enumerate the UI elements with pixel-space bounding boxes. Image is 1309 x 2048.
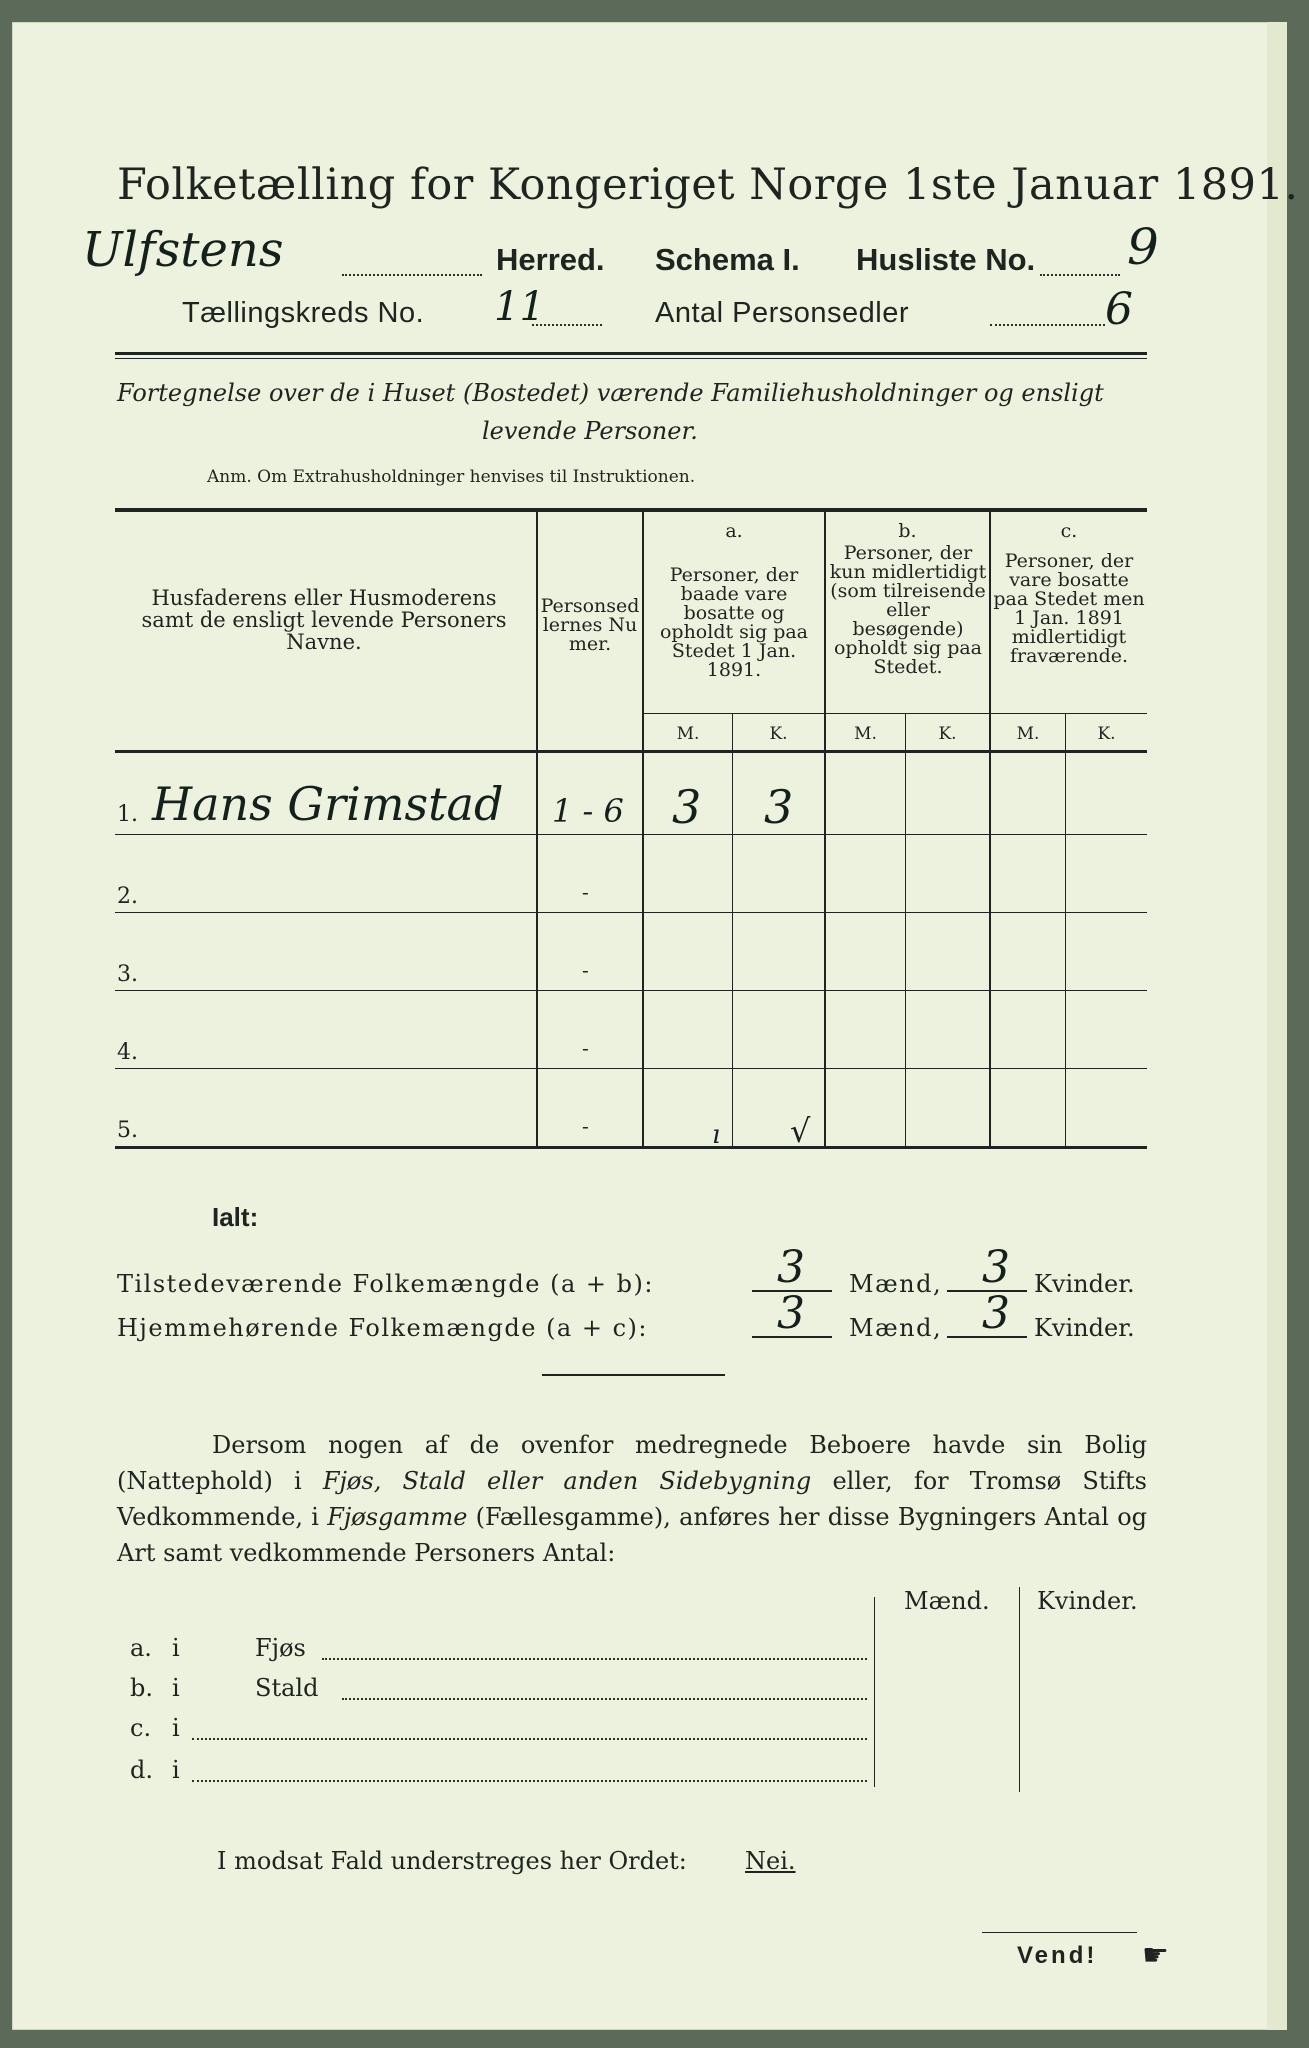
hjemme-m-value: 3 (777, 1288, 805, 1339)
c-k-label: K. (1097, 724, 1116, 744)
para-part-3: (Fællesgamme), anføres her disse Bygningers Antal og Art samt vedkommende Personers Antal: (117, 1503, 1148, 1567)
intro-line-2: levende Personer. (482, 417, 698, 445)
row-5-tick-m: ı (712, 1120, 721, 1150)
building-d-dots (192, 1780, 867, 1782)
para-part-2: eller, for Tromsø Stifts Vedkommende, i (117, 1467, 1147, 1531)
divider-short (542, 1374, 725, 1376)
row-2-number: 2. (117, 884, 138, 909)
buildings-divider-1 (874, 1597, 875, 1787)
antal-dots (990, 324, 1105, 326)
intro-line-1: Fortegnelse over de i Huset (Bostedet) værende Familiehusholdninger og ensligt (117, 379, 1104, 407)
mk-header-line (643, 713, 1147, 714)
tilstede-kvinder: Kvinder. (1034, 1270, 1135, 1298)
herred-dots (342, 274, 482, 276)
col-b-letter: b. (898, 520, 917, 542)
form-title: Folketælling for Kongeriget Norge 1ste Januar 1891. (117, 160, 1299, 210)
col-c-header: Personer, der vare bosatte paa Stedet men 1 Jan. 1891 midlertidigt fraværende. (993, 550, 1145, 667)
anm-note: Anm. Om Extrahusholdninger henvises til Instruktionen. (207, 467, 696, 487)
herred-label: Herred. (496, 242, 605, 277)
row-4-numer: - (582, 1036, 589, 1060)
pointing-hand-icon: ☛ (1142, 1938, 1169, 1973)
col-divider-1 (536, 512, 538, 1148)
subdiv-b (905, 714, 906, 1148)
building-b-letter: b. (130, 1674, 153, 1702)
vend-rule (982, 1932, 1137, 1933)
antal-label: Antal Personsedler (655, 297, 910, 329)
tilstede-maend: Mænd, (849, 1270, 943, 1298)
building-c-i: i (172, 1714, 180, 1742)
col-header-numer: Personsedlernes Numer. (540, 595, 640, 655)
row-4-number: 4. (117, 1040, 138, 1065)
kreds-number: 11 (494, 284, 545, 330)
hjemme-k-value: 3 (982, 1288, 1010, 1339)
building-a-i: i (172, 1634, 180, 1662)
row-1-a-m: 3 (672, 780, 702, 834)
buildings-maend-header: Mænd. (904, 1587, 990, 1615)
tilstede-m-value: 3 (777, 1242, 805, 1293)
table-top-rule (115, 508, 1147, 512)
col-a-header: Personer, der baade vare bosatte og opholdt sig paa Stedet 1 Jan. 1891. (659, 564, 809, 681)
row-line-2 (115, 912, 1147, 913)
antal-number: 6 (1105, 284, 1133, 335)
husliste-dots (1040, 274, 1120, 276)
table-bottom-rule (115, 1146, 1147, 1149)
census-form-page (12, 22, 1299, 2030)
tilstede-label: Tilstedeværende Folkemængde (a + b): (117, 1270, 654, 1298)
row-1-number: 1. (117, 802, 138, 827)
page-edge (1267, 22, 1287, 2030)
kreds-label: Tællingskreds No. (182, 297, 425, 329)
buildings-divider-2 (1019, 1587, 1020, 1792)
row-5-tick-k: √ (790, 1112, 811, 1150)
c-m-label: M. (1016, 724, 1040, 744)
row-2-numer: - (582, 880, 589, 904)
col-a-letter: a. (725, 520, 743, 542)
para-italic-2: Fjøsgamme (327, 1503, 468, 1531)
row-5-number: 5. (117, 1118, 138, 1143)
building-d-i: i (172, 1756, 180, 1784)
ialt-label: Ialt: (212, 1202, 259, 1232)
buildings-kvinder-header: Kvinder. (1037, 1587, 1138, 1615)
para-part-1: Dersom nogen af de ovenfor medregnede Beboere havde sin Bolig (Nattephold) i (117, 1431, 1147, 1495)
col-c-letter: c. (1060, 520, 1078, 542)
para-italic-1: Fjøs, Stald eller anden Sidebygning (322, 1467, 812, 1495)
b-k-label: K. (938, 724, 957, 744)
building-a-dots (322, 1658, 867, 1660)
building-b-dots (342, 1698, 867, 1700)
building-d-letter: d. (130, 1756, 153, 1784)
husliste-label: Husliste No. (856, 242, 1036, 277)
col-divider-4 (989, 512, 991, 1148)
a-m-label: M. (676, 724, 700, 744)
hjemme-label: Hjemmehørende Folkemængde (a + c): (117, 1314, 648, 1342)
nei-word: Nei. (745, 1847, 796, 1875)
row-1-name: Hans Grimstad (152, 777, 504, 831)
row-5-numer: - (582, 1114, 589, 1138)
vend-label: Vend! (1017, 1942, 1098, 1969)
row-line-3 (115, 990, 1147, 991)
building-a-label: Fjøs (255, 1634, 306, 1662)
row-3-number: 3. (117, 962, 138, 987)
kreds-dots (532, 324, 602, 326)
building-c-letter: c. (130, 1714, 152, 1742)
col-divider-3 (824, 512, 826, 1148)
header-rule-thin (115, 358, 1147, 359)
col-header-name: Husfaderens eller Husmoderens samt de ensligt levende Personers Navne. (141, 586, 507, 654)
a-k-label: K. (769, 724, 788, 744)
row-1-a-k: 3 (764, 780, 794, 834)
schema-label: Schema I. (655, 242, 800, 277)
building-b-i: i (172, 1674, 180, 1702)
subdiv-c (1065, 714, 1066, 1148)
col-b-header: Personer, der kun midlertidigt (som tilreisende eller besøgende) opholdt sig paa Stedet. (829, 542, 987, 678)
building-c-dots (192, 1738, 867, 1740)
table-header-rule (115, 750, 1147, 753)
row-1-numer: 1 - 6 (552, 792, 624, 830)
subdiv-a (732, 714, 733, 1148)
building-b-label: Stald (255, 1674, 319, 1702)
b-m-label: M. (854, 724, 877, 744)
row-line-4 (115, 1068, 1147, 1069)
tilstede-k-value: 3 (982, 1242, 1010, 1293)
herred-handwritten: Ulfstens (82, 222, 284, 278)
husliste-number: 9 (1127, 218, 1159, 276)
buildings-paragraph (117, 1427, 1147, 1571)
hjemme-maend: Mænd, (849, 1314, 943, 1342)
header-rule (115, 352, 1147, 355)
building-a-letter: a. (130, 1634, 152, 1662)
row-3-numer: - (582, 958, 589, 982)
col-divider-2 (642, 512, 644, 1148)
modsat-text: I modsat Fald understreges her Ordet: (217, 1847, 687, 1875)
hjemme-kvinder: Kvinder. (1034, 1314, 1135, 1342)
row-line-1 (115, 834, 1147, 835)
